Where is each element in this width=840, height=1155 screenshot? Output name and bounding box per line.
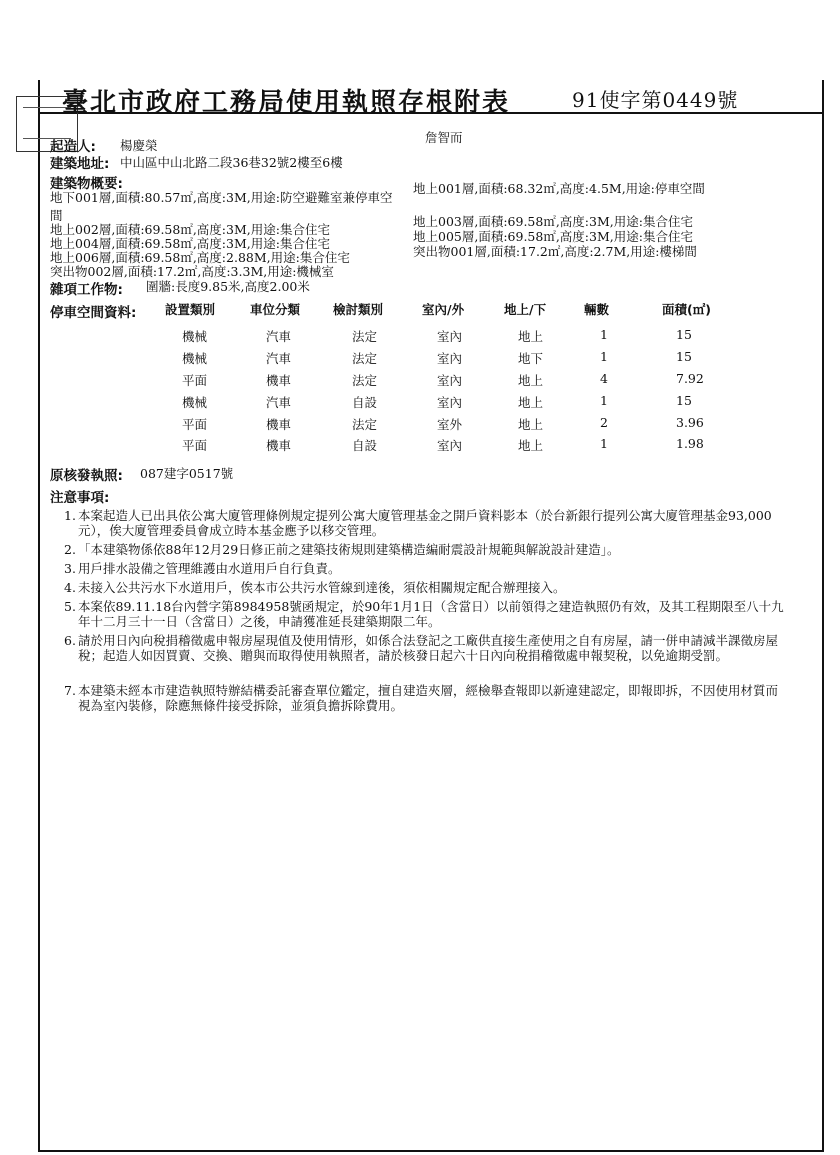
cell-count: 1 bbox=[600, 436, 608, 451]
cell-count: 1 bbox=[600, 327, 608, 342]
note-item bbox=[64, 683, 784, 713]
table-row bbox=[0, 415, 840, 437]
column-header: 設置類別 bbox=[165, 302, 216, 317]
cell-count: 4 bbox=[600, 371, 608, 386]
applicant-name: 楊慶榮 bbox=[120, 138, 158, 153]
overview-row-right: 突出物001層,面積:17.2㎡,高度:2.7M,用途:樓梯間 bbox=[413, 244, 697, 259]
parking-header-row bbox=[0, 300, 840, 322]
note-item bbox=[64, 580, 784, 595]
parking-label: 停車空間資料: bbox=[50, 305, 137, 321]
column-header: 地上/下 bbox=[504, 302, 547, 317]
misc-work-label: 雜項工作物: bbox=[50, 282, 123, 298]
cell-review: 法定 bbox=[352, 417, 378, 432]
cell-category: 機械 bbox=[182, 351, 208, 366]
column-header: 車位分類 bbox=[250, 302, 301, 317]
note-text: 未接入公共污水下水道用戶，俟本市公共污水管線到達後，須依相關規定配合辦理接入。 bbox=[78, 580, 566, 595]
cell-level: 地上 bbox=[518, 417, 544, 432]
cell-area: 3.96 bbox=[676, 415, 704, 430]
cell-level: 地上 bbox=[518, 438, 544, 453]
cell-indoor: 室內 bbox=[437, 351, 463, 366]
cell-vehicle: 汽車 bbox=[266, 395, 292, 410]
original-permit-value: 087建字0517號 bbox=[140, 466, 234, 481]
cell-area: 1.98 bbox=[676, 436, 704, 451]
column-header: 面積(㎡) bbox=[662, 302, 711, 317]
cell-category: 平面 bbox=[182, 373, 208, 388]
note-item bbox=[64, 542, 784, 557]
table-row bbox=[0, 327, 840, 349]
note-text: 本案依89.11.18台內營字第8984958號函規定，於90年1月1日（含當日）以前領得之建造執照仍有效，及其工程期限至八十九年十二月三十一日（含當日）之後，申請獲准延長建築期限二年。 bbox=[78, 599, 784, 629]
notes-label: 注意事項: bbox=[50, 490, 110, 506]
cell-category: 機械 bbox=[182, 329, 208, 344]
cell-area: 7.92 bbox=[676, 371, 704, 386]
permit-number: 91使字第0449號 bbox=[572, 88, 739, 112]
cell-vehicle: 機車 bbox=[266, 373, 292, 388]
misc-work-value: 圍牆:長度9.85米,高度2.00米 bbox=[146, 279, 310, 294]
cell-review: 自設 bbox=[352, 395, 378, 410]
cell-review: 自設 bbox=[352, 438, 378, 453]
column-header: 室內/外 bbox=[422, 302, 465, 317]
note-item bbox=[64, 599, 784, 629]
cell-level: 地下 bbox=[518, 351, 544, 366]
original-permit-label: 原核發執照: bbox=[50, 468, 123, 484]
cell-count: 2 bbox=[600, 415, 608, 430]
table-row bbox=[0, 371, 840, 393]
note-number: 7. bbox=[64, 683, 76, 698]
note-number: 4. bbox=[64, 580, 76, 595]
cell-indoor: 室內 bbox=[437, 438, 463, 453]
cell-level: 地上 bbox=[518, 329, 544, 344]
cell-vehicle: 機車 bbox=[266, 417, 292, 432]
overview-line-left: 地下001層,面積:80.57㎡,高度:3M,用途:防空避難室兼停車空 bbox=[50, 190, 393, 205]
cell-review: 法定 bbox=[352, 329, 378, 344]
overview-label: 建築物概要: bbox=[50, 176, 123, 192]
note-number: 3. bbox=[64, 561, 76, 576]
table-row bbox=[0, 436, 840, 458]
table-row bbox=[0, 349, 840, 371]
column-header: 檢討類別 bbox=[333, 302, 384, 317]
cell-category: 平面 bbox=[182, 417, 208, 432]
cell-indoor: 室內 bbox=[437, 329, 463, 344]
designer-name: 詹智而 bbox=[425, 130, 463, 145]
cell-indoor: 室內 bbox=[437, 395, 463, 410]
cell-count: 1 bbox=[600, 393, 608, 408]
cell-indoor: 室內 bbox=[437, 373, 463, 388]
cell-area: 15 bbox=[676, 393, 692, 408]
cell-level: 地上 bbox=[518, 395, 544, 410]
note-number: 5. bbox=[64, 599, 76, 614]
overview-row-left: 突出物002層,面積:17.2㎡,高度:3.3M,用途:機械室 bbox=[50, 264, 334, 279]
cell-level: 地上 bbox=[518, 373, 544, 388]
overview-row-right: 地上005層,面積:69.58㎡,高度:3M,用途:集合住宅 bbox=[413, 229, 693, 244]
site-label: 建築地址: bbox=[50, 156, 110, 172]
document-title: 臺北市政府工務局使用執照存根附表 bbox=[62, 88, 511, 118]
cell-review: 法定 bbox=[352, 351, 378, 366]
note-text: 本案起造人已出具依公寓大廈管理條例規定提列公寓大廈管理基金之開戶資料影本（於台新銀行提列公寓大廈管理基金93,000元），俟大廈管理委員會成立時本基金應予以移交管理。 bbox=[78, 508, 772, 538]
note-text: 用戶排水設備之管理維護由水道用戶自行負責。 bbox=[78, 561, 341, 576]
cell-review: 法定 bbox=[352, 373, 378, 388]
applicant-label: 起造人: bbox=[50, 139, 96, 155]
table-row bbox=[0, 393, 840, 415]
overview-line-right: 地上001層,面積:68.32㎡,高度:4.5M,用途:停車空間 bbox=[413, 181, 705, 196]
cell-category: 機械 bbox=[182, 395, 208, 410]
column-header: 輛數 bbox=[584, 302, 610, 317]
note-item bbox=[64, 633, 784, 663]
note-item bbox=[64, 561, 784, 576]
note-item bbox=[64, 508, 784, 538]
overview-row-left: 地上004層,面積:69.58㎡,高度:3M,用途:集合住宅 bbox=[50, 236, 330, 251]
cell-vehicle: 汽車 bbox=[266, 329, 292, 344]
cell-category: 平面 bbox=[182, 438, 208, 453]
site-address: 中山區中山北路二段36巷32號2樓至6樓 bbox=[120, 155, 343, 170]
note-number: 2. bbox=[64, 542, 76, 557]
note-text: 請於用日內向稅捐稽徵處申報房屋現值及使用情形，如係合法登記之工廠供直接生產使用之自有房屋，請一併申請減半課徵房屋稅；起造人如因買賣、交換、贈與而取得使用執照者，請於核發日起六十日內向稅捐稽徵處申報契稅，以免逾期受罰。 bbox=[78, 633, 779, 663]
cell-area: 15 bbox=[676, 327, 692, 342]
overview-row-left: 地上002層,面積:69.58㎡,高度:3M,用途:集合住宅 bbox=[50, 222, 330, 237]
overview-line-wrap: 間 bbox=[50, 208, 63, 223]
cell-vehicle: 機車 bbox=[266, 438, 292, 453]
overview-row-right: 地上003層,面積:69.58㎡,高度:3M,用途:集合住宅 bbox=[413, 214, 693, 229]
cell-count: 1 bbox=[600, 349, 608, 364]
overview-row-left: 地上006層,面積:69.58㎡,高度:2.88M,用途:集合住宅 bbox=[50, 250, 350, 265]
note-number: 1. bbox=[64, 508, 76, 523]
cell-area: 15 bbox=[676, 349, 692, 364]
note-number: 6. bbox=[64, 633, 76, 648]
cell-indoor: 室外 bbox=[437, 417, 463, 432]
cell-vehicle: 汽車 bbox=[266, 351, 292, 366]
note-text: 「本建築物係依88年12月29日修正前之建築技術規則建築構造編耐震設計規範與解說設計建造」。 bbox=[78, 542, 620, 557]
note-text: 本建築未經本市建造執照特辦結構委託審查單位鑑定，擅自建造夾層，經檢舉查報即以新違建認定，即報即拆，不因使用材質而視為室內裝修，除應無條件接受拆除，並須負擔拆除費用。 bbox=[78, 683, 779, 713]
